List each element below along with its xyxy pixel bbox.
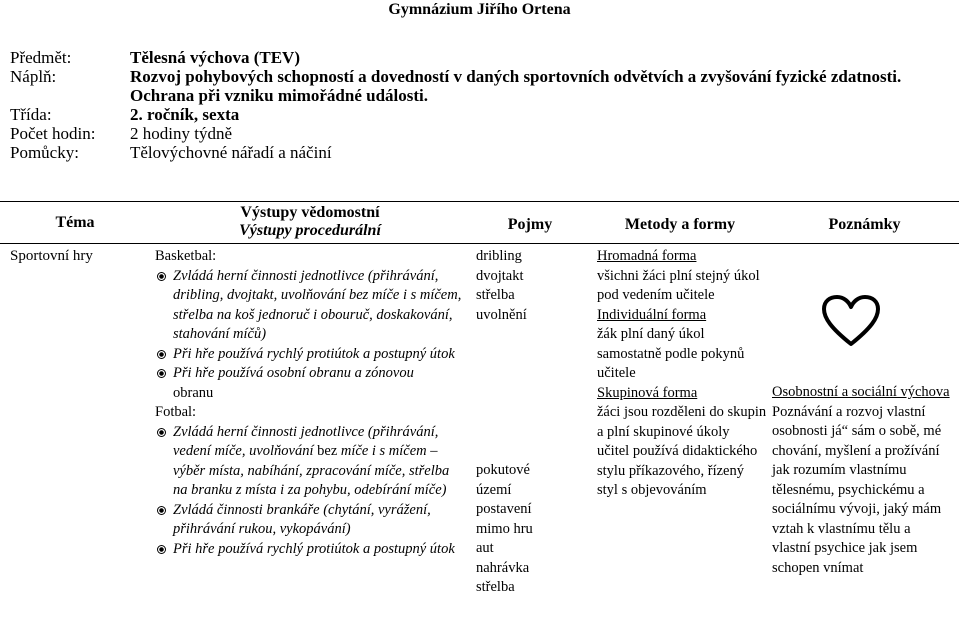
outcome-text: Zvládá herní činnosti jednotlivce (přihrávání, vedení míče, uvolňování [173,423,439,459]
method-heading: Individuální forma [597,306,707,323]
outcomes-cell [155,247,465,559]
outcome-text: Zvládá herní činnosti jednotlivce (přihrávání, dribling, dvojtakt, uvolňování bez míče i s míčem, střelba na koš jednoruč i obouruč, doskakování, stahování míčů) [173,267,462,342]
method-text: všichni žáci plní stejný úkol pod vedením učitele [597,267,760,303]
list-item [155,267,465,345]
method-text: učitel používá didaktického stylu příkazového, řízený styl s objevováním [597,443,758,498]
list-item [155,501,465,540]
bullet-icon [157,369,166,378]
method-heading: Skupinová forma [597,384,698,401]
meta-content-row [10,67,950,105]
topic-cell: Sportovní hry [10,248,93,264]
basketball-heading: Basketbal: [155,248,217,264]
outcome-text-cont: obranu [173,384,214,401]
hours-label: Počet hodin: [10,124,96,143]
term: dvojtakt [476,267,524,284]
outcome-text: Při hře používá rychlý protiútok a postupný útok [173,540,455,557]
header-vystupy-knowledge: Výstupy vědomostní [240,204,380,221]
term: nahrávka [476,559,530,576]
notes-cell [772,383,952,578]
table-top-rule [0,201,959,202]
header-metody: Metody a formy [624,216,736,233]
header-vystupy-procedural: Výstupy procedurální [239,222,381,239]
outcome-text: Při hře používá osobní obranu a zónovou [173,365,414,381]
content-value: Rozvoj pohybových schopností a dovedností v daných sportovních odvětvích a zvyšování fyzické zdatnosti. Ochrana při vzniku mimořádné události. [130,67,902,105]
class-value: 2. ročník, sexta [130,105,240,124]
table-header-rule [0,243,959,244]
header-poznamky: Poznámky [828,216,901,233]
bullet-icon [157,506,166,515]
bullet-icon [157,545,166,554]
term: mimo hru [476,520,533,537]
term: území [476,481,512,498]
list-item [155,364,465,403]
term: aut [476,540,494,556]
method-text: žák plní daný úkol samostatně podle pokynů učitele [597,326,745,381]
term: střelba [476,287,515,303]
header-pojmy: Pojmy [507,216,553,233]
football-heading: Fotbal: [155,404,197,420]
list-item [155,345,465,365]
outcome-text: Zvládá činnosti brankáře (chytání, vyrážení, přihrávání rukou, vykopávání) [173,501,431,537]
meta-subject-row [10,48,950,67]
meta-hours-row [10,124,950,143]
meta-tools-row [10,143,950,162]
header-tema: Téma [55,214,95,231]
method-heading: Hromadná forma [597,248,697,264]
bullet-icon [157,350,166,359]
subject-label: Předmět: [10,48,72,67]
term: pokutové [476,462,530,478]
outcome-text-cont: míče i s míčem – výběr místa, nabíhání, zpracování míče, střelba na branku z místa i za pohybu, odebírání míče) [173,443,450,498]
school-title: Gymnázium Jiřího Ortena [388,1,571,18]
method-text: žáci jsou rozděleni do skupin a plní skupinové úkoly [597,404,767,440]
meta-class-row [10,105,950,124]
terms-football [476,461,586,598]
term: dribling [476,248,522,264]
bullet-icon [157,428,166,437]
list-item [155,423,465,501]
outcome-text-plain: bez [317,443,338,459]
terms-basketball [476,247,586,325]
bullet-icon [157,272,166,281]
tools-label: Pomůcky: [10,143,79,162]
header-vystupy [150,204,470,240]
list-item [155,540,465,560]
term: střelba [476,579,515,595]
content-label: Náplň: [10,67,57,86]
tools-value: Tělovýchovné nářadí a náčiní [130,143,332,162]
methods-cell [597,247,767,501]
outcome-text: Při hře používá rychlý protiútok a postupný útok [173,345,455,362]
heart-outline-icon [821,294,881,348]
term: postavení [476,501,532,517]
subject-value: Tělesná výchova (TEV) [130,48,300,67]
hours-value: 2 hodiny týdně [130,124,232,143]
term: uvolnění [476,306,527,323]
subject-meta [10,48,950,162]
notes-heading: Osobnostní a sociální výchova [772,384,950,400]
notes-text: Poznávání a rozvoj vlastní osobnosti já“ sám o sobě, mé chování, myšlení a prožívání jak rozumím vlastnímu tělesnému, psychickému a sociálnímu vývoji, jaký mám vztah k vlastnímu tělu a vlastní psychice jak jsem schopen vnímat [772,403,942,576]
class-label: Třída: [10,105,52,124]
